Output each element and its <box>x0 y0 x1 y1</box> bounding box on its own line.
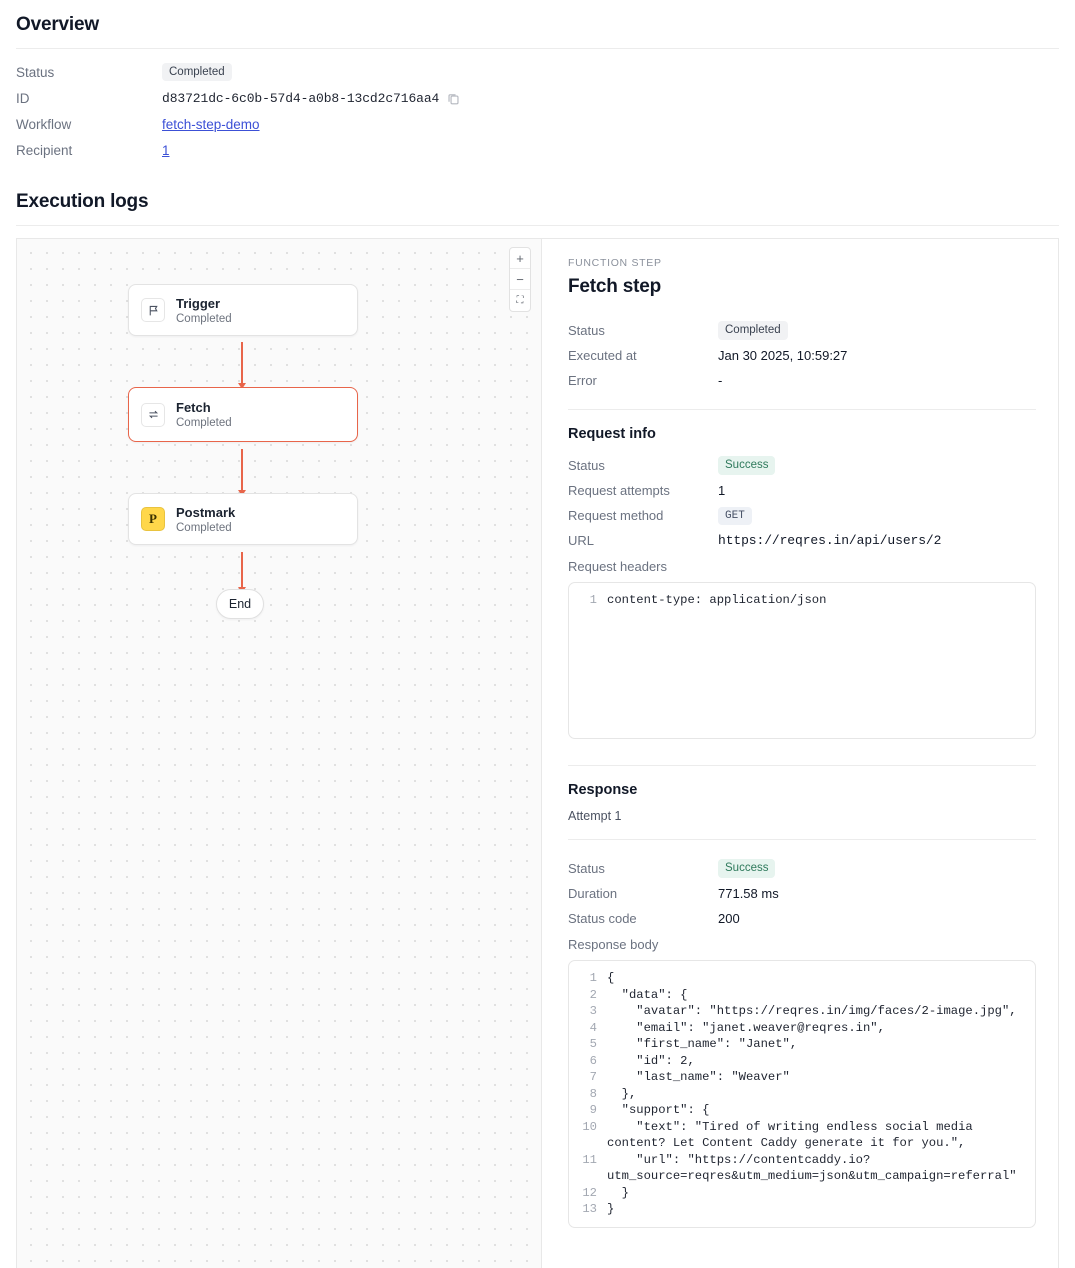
divider <box>568 839 1036 840</box>
code-line <box>569 1036 1035 1053</box>
line-content: "id": 2, <box>607 1053 695 1068</box>
line-number: 11 <box>582 1152 597 1167</box>
detail-label-error: Error <box>568 373 597 388</box>
workflow-node-trigger[interactable] <box>128 284 358 336</box>
detail-label-executed-at: Executed at <box>568 348 637 363</box>
request-headers-label: Request headers <box>568 559 668 574</box>
line-content: content-type: application/json <box>607 593 827 607</box>
overview-row-id <box>16 85 1059 111</box>
line-content: { <box>607 971 615 985</box>
line-content: "first_name": "Janet", <box>607 1037 798 1051</box>
code-line <box>569 1102 1035 1119</box>
node-title: Fetch <box>176 400 211 415</box>
response-value-status-code: 200 <box>718 911 740 926</box>
node-status: Completed <box>176 417 232 429</box>
overview-row-recipient <box>16 137 1059 163</box>
page-title: Overview <box>16 14 99 35</box>
request-label-method: Request method <box>568 508 664 523</box>
line-content: "text": "Tired of writing endless social media content? Let Content Caddy generate it for you.", <box>607 1119 981 1150</box>
request-label-status: Status <box>568 458 605 473</box>
response-body-code[interactable] <box>568 960 1036 1228</box>
node-title: Postmark <box>176 504 236 520</box>
node-title: Trigger <box>176 295 221 311</box>
swap-icon <box>141 403 165 427</box>
response-label-status-code: Status code <box>568 911 637 926</box>
execution-logs-title: Execution logs <box>16 191 149 212</box>
edge-trigger-to-fetch <box>241 342 243 388</box>
node-text <box>176 296 232 325</box>
workflow-canvas[interactable] <box>17 239 541 1268</box>
response-label-duration: Duration <box>568 886 618 901</box>
response-row-duration <box>568 881 1036 906</box>
node-text <box>176 400 232 429</box>
request-value-status <box>718 456 775 475</box>
code-line <box>569 1053 1035 1070</box>
line-number: 9 <box>589 1103 597 1117</box>
request-value-method <box>718 506 752 525</box>
line-number: 3 <box>589 1004 597 1018</box>
overview-label-workflow: Workflow <box>16 116 72 132</box>
code-line <box>569 1185 1035 1202</box>
edge-postmark-to-end <box>241 552 243 592</box>
line-content: "url": "https://contentcaddy.io?utm_source=reqres&utm_medium=json&utm_campaign=referral" <box>607 1152 1017 1183</box>
line-content: } <box>607 1202 615 1216</box>
code-line <box>569 1201 1035 1218</box>
copy-icon[interactable] <box>447 92 460 105</box>
method-badge: GET <box>718 507 752 525</box>
code-line <box>569 987 1035 1004</box>
overview-value-id <box>162 91 460 106</box>
overview-row-status <box>16 59 1059 85</box>
request-value-attempts: 1 <box>718 483 726 498</box>
zoom-in-icon[interactable]: + <box>510 248 530 269</box>
fit-view-icon[interactable]: ⛶ <box>516 295 524 306</box>
code-line <box>569 970 1035 987</box>
code-line <box>569 1069 1035 1086</box>
line-content: "support": { <box>607 1103 710 1117</box>
line-number: 1 <box>589 971 597 985</box>
step-detail-panel <box>541 239 1058 1268</box>
request-label-url: URL <box>568 533 595 548</box>
edge-fetch-to-postmark <box>241 449 243 495</box>
divider <box>568 765 1036 766</box>
recipient-link[interactable]: 1 <box>162 142 170 158</box>
response-heading: Response <box>568 782 638 798</box>
divider <box>16 225 1059 226</box>
end-label: End <box>228 597 252 611</box>
line-number: 2 <box>589 987 597 1002</box>
line-number: 6 <box>589 1053 597 1068</box>
response-row-status <box>568 856 1036 881</box>
status-badge: Success <box>718 456 775 475</box>
response-label-status: Status <box>568 861 605 876</box>
request-label-attempts: Request attempts <box>568 483 670 498</box>
line-content: }, <box>607 1086 637 1101</box>
response-row-status-code <box>568 906 1036 931</box>
flag-icon <box>141 298 165 322</box>
line-content: } <box>607 1185 629 1200</box>
detail-value-executed-at: Jan 30 2025, 10:59:27 <box>718 348 848 363</box>
line-number: 5 <box>589 1037 597 1051</box>
request-headers-code[interactable] <box>568 582 1036 739</box>
request-row-status <box>568 453 1036 478</box>
response-value-status <box>718 859 775 878</box>
code-line <box>569 1003 1035 1020</box>
line-number: 8 <box>589 1086 597 1101</box>
detail-row-status <box>568 318 1036 343</box>
line-number: 13 <box>582 1202 597 1216</box>
execution-logs-panel <box>16 238 1059 1268</box>
request-row-method <box>568 503 1036 528</box>
workflow-node-end[interactable] <box>216 589 264 619</box>
execution-id: d83721dc-6c0b-57d4-a0b8-13cd2c716aa4 <box>162 90 440 106</box>
detail-row-error <box>568 368 1036 393</box>
code-line <box>569 1119 1035 1152</box>
status-badge: Success <box>718 859 775 878</box>
request-row-url <box>568 528 1036 553</box>
line-number: 10 <box>582 1119 597 1134</box>
code-line <box>569 1152 1035 1185</box>
overview-label-id: ID <box>16 90 30 106</box>
request-row-attempts <box>568 478 1036 503</box>
node-text <box>176 505 235 534</box>
detail-label-status: Status <box>568 323 605 338</box>
overview-value-workflow <box>162 117 260 132</box>
line-number: 7 <box>589 1070 597 1084</box>
step-title: Fetch step <box>568 276 662 297</box>
status-badge: Completed <box>718 321 788 340</box>
overview-row-workflow <box>16 111 1059 137</box>
detail-value-status <box>718 321 788 340</box>
line-content: "data": { <box>607 987 688 1002</box>
detail-row-executed-at <box>568 343 1036 368</box>
overview-label-status: Status <box>16 64 55 80</box>
workflow-node-fetch[interactable] <box>128 387 358 442</box>
response-body-label: Response body <box>568 937 659 952</box>
workflow-link[interactable]: fetch-step-demo <box>162 116 260 132</box>
code-line <box>569 1086 1035 1103</box>
postmark-icon: P <box>141 507 165 531</box>
line-content: "email": "janet.weaver@reqres.in", <box>607 1020 885 1035</box>
response-value-duration: 771.58 ms <box>718 886 779 901</box>
zoom-out-icon[interactable]: − <box>510 269 530 290</box>
line-content: "last_name": "Weaver" <box>607 1070 790 1084</box>
overview-label-recipient: Recipient <box>16 142 73 158</box>
code-line <box>569 1020 1035 1037</box>
overview-table <box>0 49 1075 169</box>
node-status: Completed <box>176 312 232 325</box>
divider <box>568 409 1036 410</box>
detail-value-error: - <box>718 373 723 388</box>
overview-value-recipient <box>162 143 170 158</box>
response-attempt: Attempt 1 <box>568 809 622 823</box>
request-value-url: https://reqres.in/api/users/2 <box>718 533 942 548</box>
zoom-controls <box>509 247 531 312</box>
overview-value-status <box>162 63 232 82</box>
node-status: Completed <box>176 521 232 534</box>
step-type-label: FUNCTION STEP <box>568 257 662 269</box>
request-info-heading: Request info <box>568 426 656 442</box>
line-content: "avatar": "https://reqres.in/img/faces/2-image.jpg", <box>607 1004 1017 1018</box>
status-badge: Completed <box>162 63 232 82</box>
code-line <box>569 592 1035 609</box>
line-number: 4 <box>589 1020 597 1035</box>
line-number: 12 <box>582 1185 597 1200</box>
line-number: 1 <box>589 593 597 607</box>
workflow-node-postmark[interactable] <box>128 493 358 545</box>
